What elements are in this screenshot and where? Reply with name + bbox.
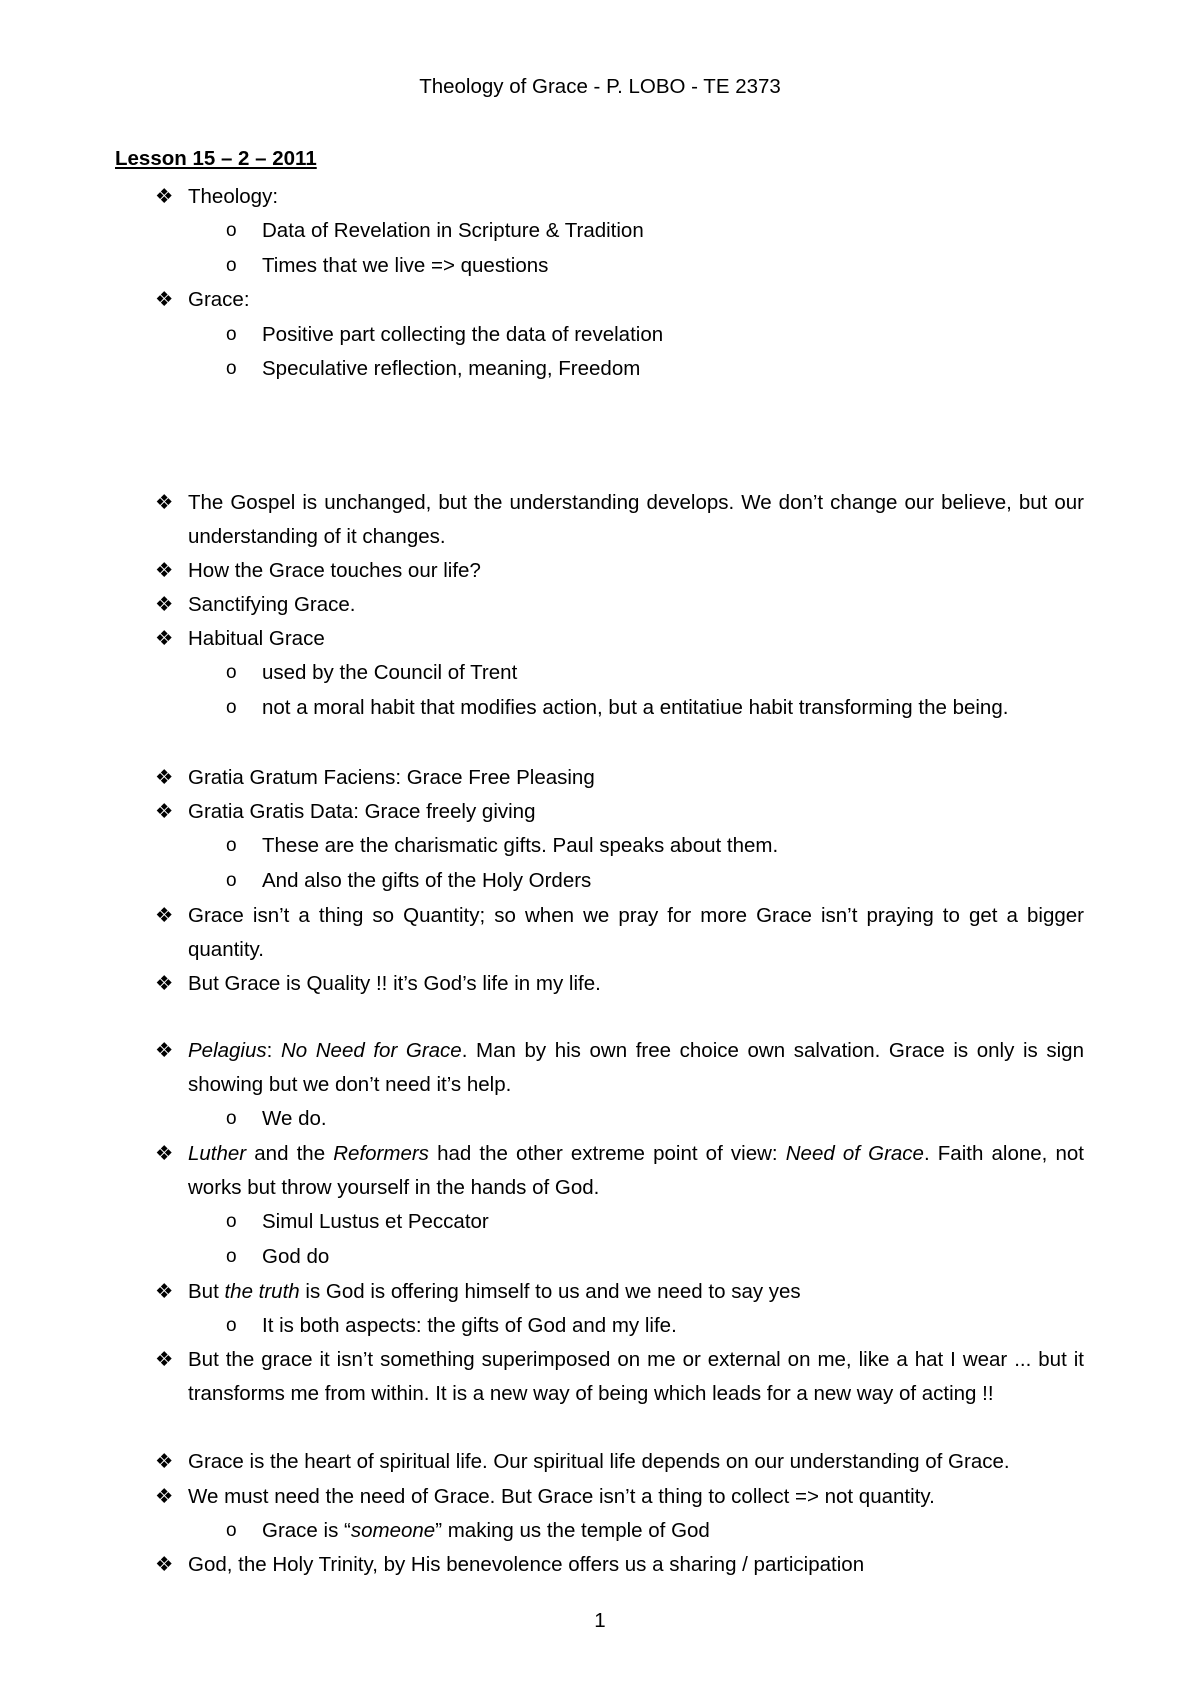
diamond-bullet-icon: ❖ [155, 185, 174, 208]
diamond-bullet-icon: ❖ [155, 1485, 174, 1508]
circle-bullet-icon: o [226, 870, 237, 891]
circle-bullet-icon: o [226, 1315, 237, 1336]
diamond-bullet-icon: ❖ [155, 1142, 174, 1165]
page-header: Theology of Grace - P. LOBO - TE 2373 [419, 75, 781, 98]
circle-bullet-icon: o [226, 1108, 237, 1129]
diamond-bullet-icon: ❖ [155, 627, 174, 650]
diamond-bullet-icon: ❖ [155, 972, 174, 995]
circle-bullet-icon: o [226, 358, 237, 379]
circle-bullet-icon: o [226, 324, 237, 345]
circle-bullet-icon: o [226, 255, 237, 276]
diamond-bullet-icon: ❖ [155, 1553, 174, 1576]
diamond-bullet-icon: ❖ [155, 288, 174, 311]
diamond-bullet-icon: ❖ [155, 1280, 174, 1303]
diamond-bullet-icon: ❖ [155, 800, 174, 823]
document-page: Theology of Grace - P. LOBO - TE 2373 Lesson 15 – 2 – 2011 ❖ Theology: o Data of Revelation in Scripture & Tradition o Times that we live => questions ❖ Grace: o Positive part collecting the data of revelation o Speculative reflection, meaning, Freedom ❖ The Gospel is unchanged, but the understanding develops. We don’t change our believe, but our understanding of it changes. ❖ How the Grace touches our life? ❖ Sanctifying Grace. ❖ Habitual Grace o used by the Council of Trent o not a moral habit that modifies action, but a entitatiue habit transforming the being. ❖ Gratia Gratum Faciens: Grace Free Pleasing ❖ Gratia Gratis Data: Grace freely giving o These are the charismatic gifts. Paul speaks about them. o And also the gifts of the Holy Orders ❖ Grace isn’t a thing so Quantity; so when we pray for more Grace isn’t praying to get a bigger quantity. ❖ But Grace is Quality !! it’s God’s life in my life. ❖ Pelagius: No Need for Grace. Man by his own free choice own salvation. Grace is only is sign showing but we don’t need it’s help. o We do. ❖ Luther and the Reformers had the other extreme point of view: Need of Grace. Faith alone, not works but throw yourself in the hands of God. o Simul Lustus et Peccator o God do ❖ But the truth is God is offering himself to us and we need to say yes o It is both aspects: the gifts of God and my life. ❖ But the grace it isn’t something superimposed on me or external on me, like a hat I wear ... but it transforms me from within. It is a new way of being which leads for a new way of acting !! ❖ Grace is the heart of spiritual life. Our spiritual life depends on our understanding of Grace. ❖ We must need the need of Grace. But Grace isn’t a thing to collect => not quantity. o Grace is “someone” making us the temple of God ❖ God, the Holy Trinity, by His benevolence offers us a sharing / participation 1 [0, 0, 1200, 1698]
diamond-bullet-icon: ❖ [155, 1039, 174, 1062]
circle-bullet-icon: o [226, 220, 237, 241]
diamond-bullet-icon: ❖ [155, 1450, 174, 1473]
page-number: 1 [594, 1609, 606, 1632]
diamond-bullet-icon: ❖ [155, 766, 174, 789]
diamond-bullet-icon: ❖ [155, 491, 174, 514]
circle-bullet-icon: o [226, 1211, 237, 1232]
diamond-bullet-icon: ❖ [155, 559, 174, 582]
circle-bullet-icon: o [226, 835, 237, 856]
lesson-heading: Lesson 15 – 2 – 2011 [115, 147, 317, 170]
circle-bullet-icon: o [226, 662, 237, 683]
circle-bullet-icon: o [226, 697, 237, 718]
circle-bullet-icon: o [226, 1520, 237, 1541]
circle-bullet-icon: o [226, 1246, 237, 1267]
diamond-bullet-icon: ❖ [155, 593, 174, 616]
diamond-bullet-icon: ❖ [155, 904, 174, 927]
diamond-bullet-icon: ❖ [155, 1348, 174, 1371]
